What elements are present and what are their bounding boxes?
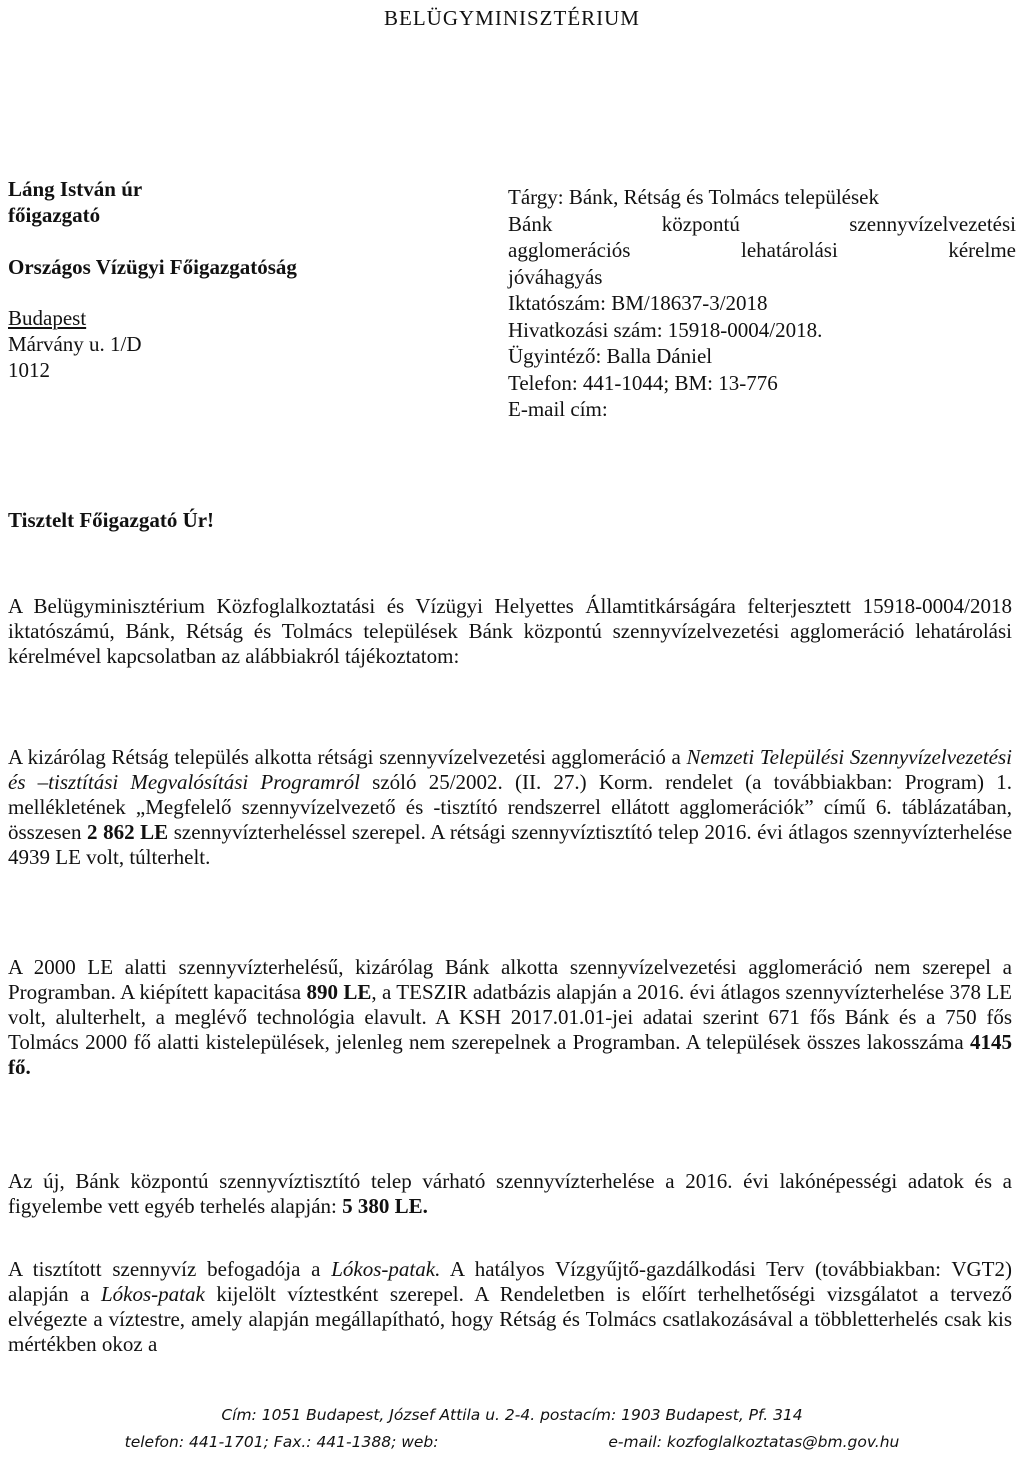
footer-contact (0, 1433, 1024, 1451)
subject-line-3: agglomerációs lehatárolási kérelme (508, 238, 1016, 262)
paragraph-4 (8, 1169, 1012, 1219)
paragraph-3-text-b: , a TESZIR adatbázis alapján a 2016. évi átlagos szennyvízterhelése 378 LE volt, alulterhelt, a meglévő technológia elavult. A KSH 2017.01.01-jei adatai szerint 671 fős Bánk és a 750 fős Tolmács 2000 fő alatti kistelepülések, jelenleg nem szerepelnek a Programban. A települések összes lakosszáma (8, 980, 1013, 1054)
paragraph-2-text-c: szennyvízterheléssel szerepel. A rétsági szennyvíztisztító telep 2016. évi átlagos szennyvízterhelése 4939 LE volt, túlterhelt. (8, 820, 1013, 869)
paragraph-5 (8, 1257, 1012, 1357)
footer-phone-fax: telefon: 441-1701; Fax.: 441-1388; web: (124, 1433, 439, 1451)
footer-address: Cím: 1051 Budapest, József Attila u. 2-4. postacím: 1903 Budapest, Pf. 314 (221, 1406, 803, 1424)
email-line: E-mail cím: (508, 397, 608, 421)
addressee-zip: 1012 (8, 358, 50, 382)
paragraph-2-text-a: A kizárólag Rétság település alkotta rétsági szennyvízelvezetési agglomeráció a (8, 745, 687, 769)
paragraph-1-text: A Belügyminisztérium Közfoglalkoztatási és Vízügyi Helyettes Államtitkárságára felterjesztett 15918-0004/2018 iktatószámú, Bánk, Rétság és Tolmács települések Bánk központú szennyvízelvezetési agglomeráció lehatárolási kérelmével kapcsolatban az alábbiakról tájékoztatom: (8, 594, 1012, 668)
paragraph-4-text: Az új, Bánk központú szennyvíztisztító telep várható szennyvízterhelése a 2016. évi lakónépességi adatok és a figyelembe vett egyéb terhelés alapján: (8, 1169, 1012, 1218)
addressee-org: Országos Vízügyi Főigazgatóság (8, 255, 297, 279)
paragraph-3-text-a: A 2000 LE alatti szennyvízterhelésű, kizárólag Bánk alkotta szennyvízelvezetési agglomeráció nem szerepel a Programban. A kiépített kapacitása (8, 955, 1012, 1004)
paragraph-5-text-b: A hatályos Vízgyűjtő-gazdálkodási Terv (továbbiakban: VGT2) alapján a (8, 1257, 1012, 1306)
paragraph-5-text-a: A tisztított szennyvíz befogadója a (8, 1257, 332, 1281)
paragraph-5-text-c: kijelölt víztestként szerepel. A Rendeletben is előírt terhelhetőségi vizsgálatot a tervező elvégezte a víztestre, amely alapján megállapítható, hogy Rétság és Tolmács csatlakozásával a többletterhelés csak kis mértékben okoz a (8, 1282, 1012, 1356)
expected-load-value: 5 380 LE. (342, 1194, 428, 1218)
capacity-value-bank: 890 LE (306, 980, 372, 1004)
receiving-water-name-2: Lókos-patak (100, 1282, 205, 1306)
addressee-street: Márvány u. 1/D (8, 332, 142, 356)
addressee-block (8, 176, 408, 383)
subject-line-1: Tárgy: Bánk, Rétság és Tolmács települések (508, 185, 879, 209)
paragraph-3 (8, 955, 1012, 1080)
load-value-retsag: 2 862 LE (87, 820, 169, 844)
footer-email: e-mail: kozfoglalkoztatas@bm.gov.hu (608, 1433, 900, 1451)
paragraph-2 (8, 745, 1012, 870)
subject-block (508, 184, 1016, 423)
receiving-water-name: Lókos-patak. (331, 1257, 441, 1281)
phone-line: Telefon: 441-1044; BM: 13-776 (508, 370, 778, 395)
case-officer: Ügyintéző: Balla Dániel (508, 344, 713, 368)
ministry-header: BELÜGYMINISZTÉRIUM (384, 6, 640, 30)
subject-line-4: jóváhagyás (508, 264, 603, 289)
citation-number: Hivatkozási szám: 15918-0004/2018. (508, 317, 823, 342)
addressee-name: Láng István úr (8, 177, 143, 201)
paragraph-2-text-b: szóló 25/2002. (II. 27.) Korm. rendelet (a továbbiakban: Program) 1. mellékletének „Megfelelő szennyvízelvezető és -tisztító rendszerrel ellátott agglomerációk” című 6. táblázatában, összesen (8, 770, 1012, 844)
salutation: Tisztelt Főigazgató Úr! (8, 508, 215, 532)
program-title: Nemzeti Települési Szennyvízelvezetési és –tisztítási Megvalósítási Programról (8, 745, 1012, 794)
reference-number: Iktatószám: BM/18637-3/2018 (508, 291, 768, 315)
subject-line-2: Bánk központú szennyvízelvezetési (508, 211, 1016, 236)
paragraph-1 (8, 594, 1012, 669)
total-population: 4145 fő. (8, 1030, 1012, 1079)
addressee-city: Budapest (8, 306, 87, 330)
addressee-title: főigazgató (8, 203, 101, 227)
